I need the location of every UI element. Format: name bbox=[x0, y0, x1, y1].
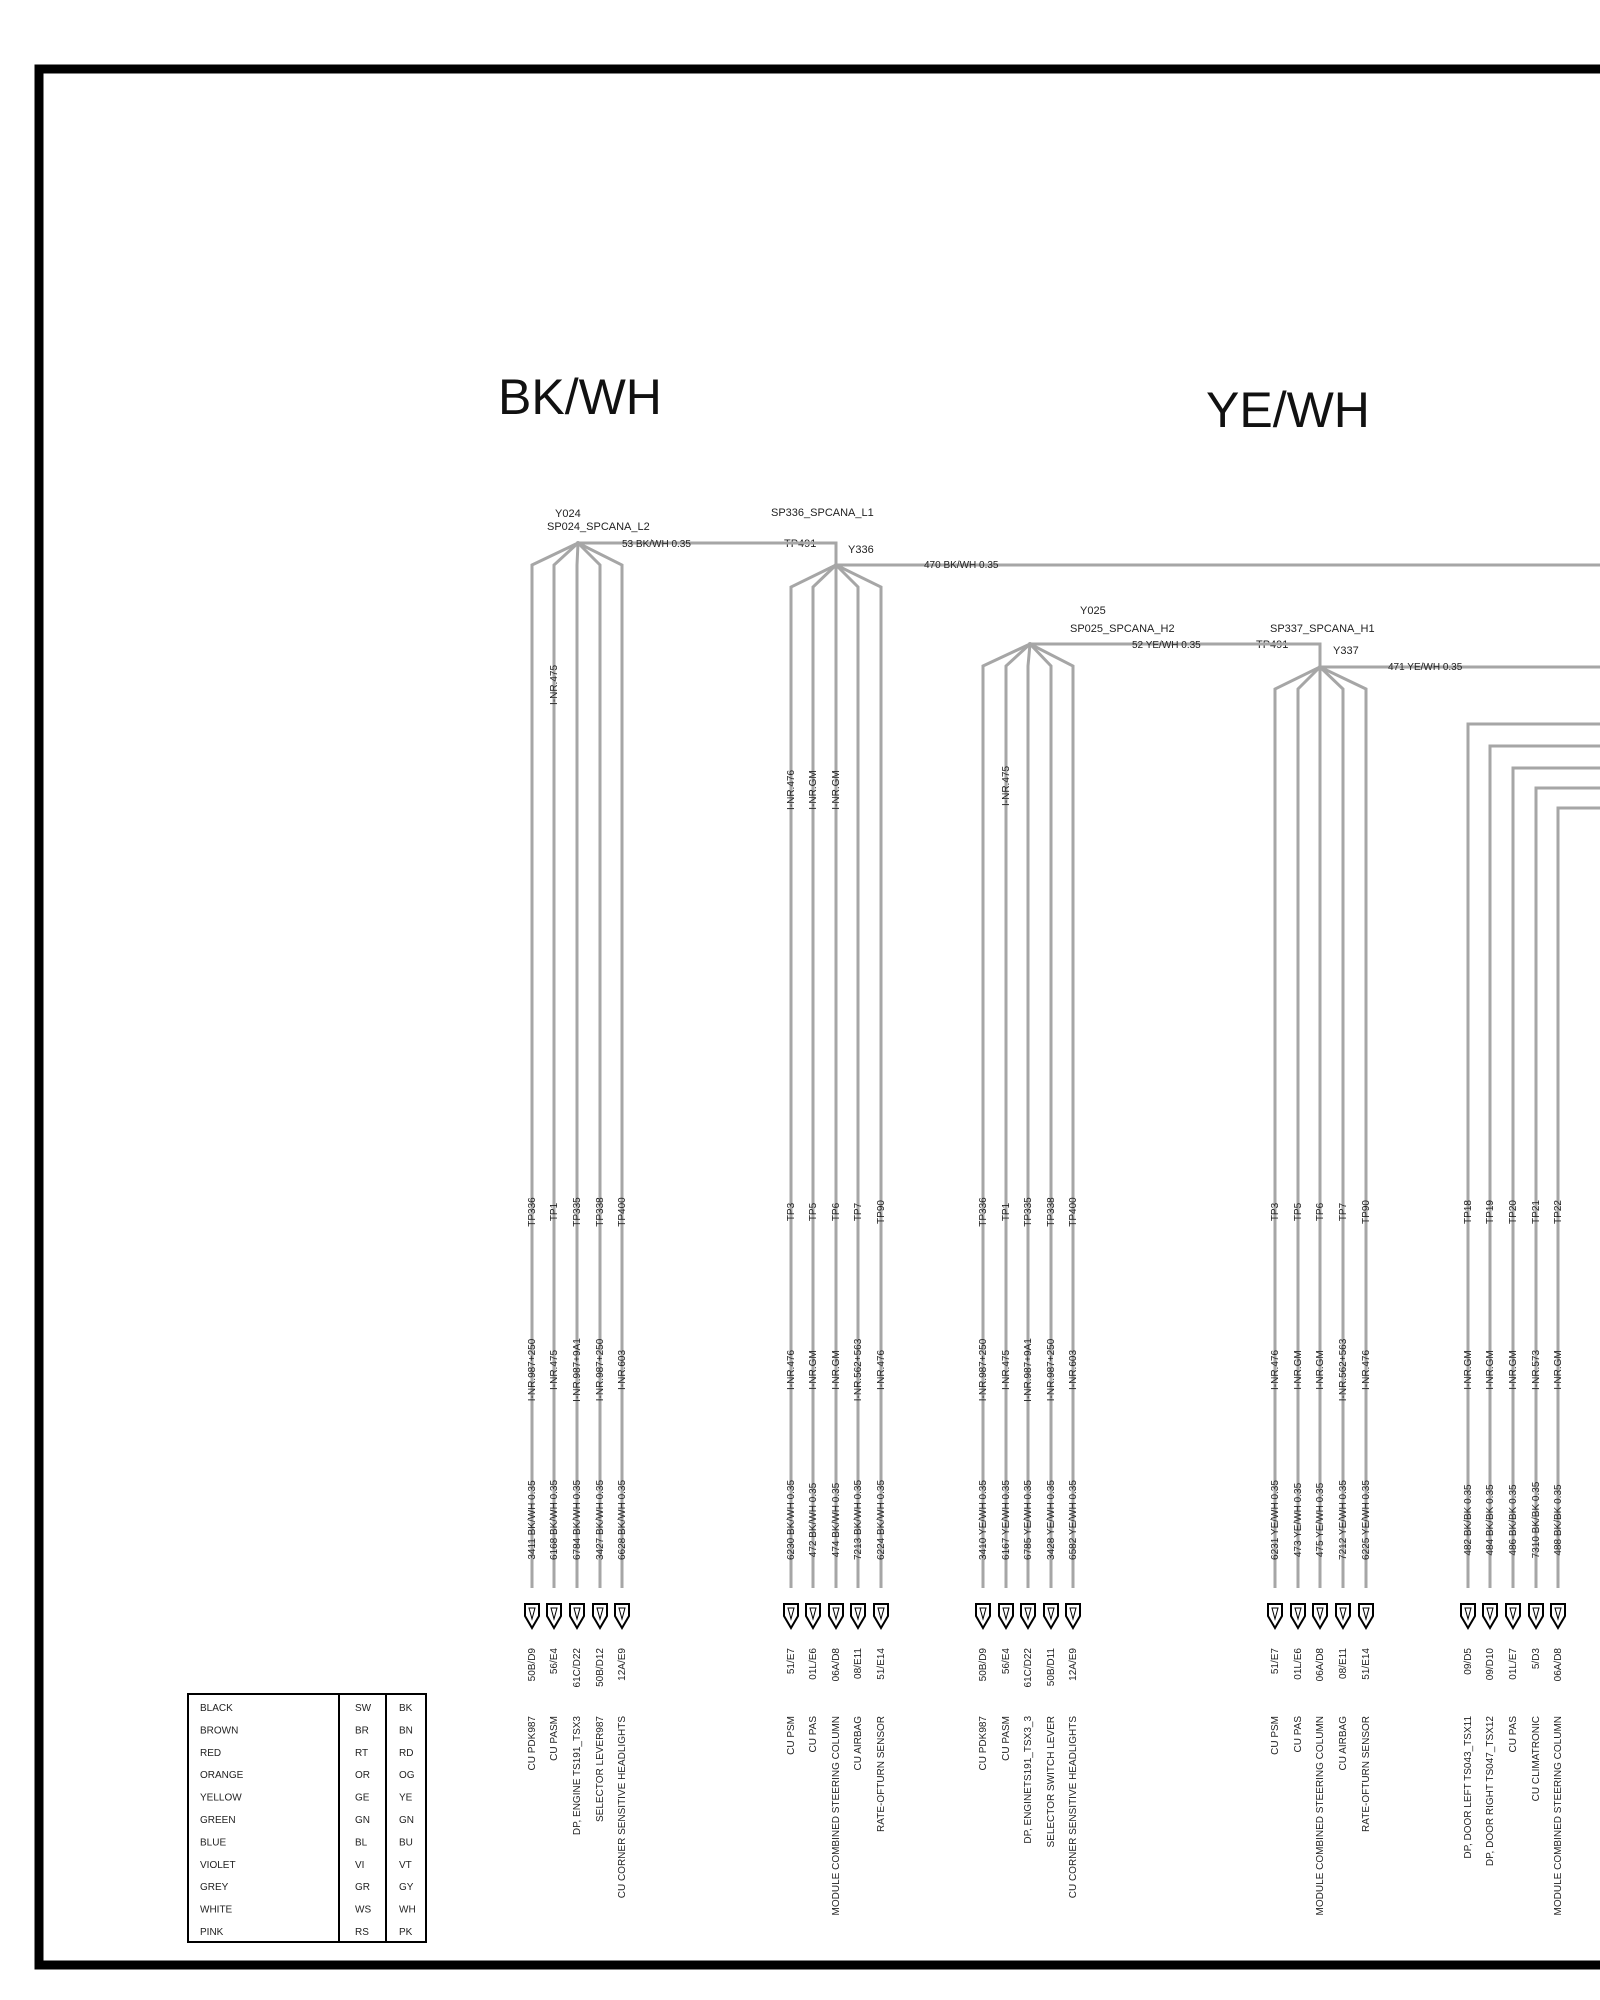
g5-wire-2-wire-label: 484 BK/BK 0.35 bbox=[1485, 1484, 1496, 1556]
g1-wire-5-inr-label: I-NR.603 bbox=[617, 1349, 628, 1391]
g5-wire-4-testpoint: TP21 bbox=[1531, 1200, 1542, 1224]
g5-wire-2-inr-label: I-NR.GM bbox=[1485, 1350, 1496, 1390]
g1-wire-3-pin-id: 61C/D22 bbox=[572, 1648, 583, 1688]
g1-wire-1-inr-label: I-NR.987+250 bbox=[527, 1338, 538, 1402]
legend-english-code: WH bbox=[399, 1904, 416, 1916]
g2-wire-2-upper-label: I-NR.GM bbox=[808, 770, 819, 810]
g1-wire-3 bbox=[577, 543, 578, 1588]
legend-color-name: BROWN bbox=[200, 1725, 239, 1737]
g5-wire-1-inr-label: I-NR.GM bbox=[1463, 1350, 1474, 1390]
g4-wire-1-testpoint: TP3 bbox=[1270, 1202, 1281, 1222]
legend-color-name: YELLOW bbox=[200, 1792, 242, 1804]
legend-color-name: GREEN bbox=[200, 1815, 236, 1826]
group-title-right: YE/WH bbox=[1206, 382, 1370, 438]
g5-wire-4 bbox=[1536, 788, 1600, 1588]
g1-wire-4-destination: SELECTOR LEVER987 bbox=[595, 1716, 606, 1822]
g3-wire-3 bbox=[1028, 644, 1030, 1588]
g4-wire-2-destination: CU PAS bbox=[1293, 1716, 1304, 1753]
g4-wire-1-wire-label: 6231 YE/WH 0.35 bbox=[1270, 1480, 1281, 1560]
g1-wire-3-testpoint: TP335 bbox=[572, 1197, 583, 1227]
g1-splice-node bbox=[576, 541, 580, 545]
g3-wire-1-wire-label: 3410 YE/WH 0.35 bbox=[978, 1480, 989, 1560]
link-y337-label: 471 YE/WH 0.35 bbox=[1388, 662, 1463, 673]
g1-wire-4-inr-label: I-NR.987+250 bbox=[595, 1338, 606, 1402]
legend-english-code: GN bbox=[399, 1815, 414, 1826]
splice-sp336-y: Y336 bbox=[848, 544, 874, 556]
g4-wire-3-inr-label: I-NR.GM bbox=[1315, 1350, 1326, 1390]
g2-wire-1-inr-label: I-NR.476 bbox=[786, 1349, 797, 1391]
g2-wire-1-destination: CU PSM bbox=[786, 1716, 797, 1755]
g3-wire-4 bbox=[1030, 644, 1051, 1588]
g5-wire-5-wire-label: 488 BK/BK 0.35 bbox=[1553, 1484, 1564, 1556]
legend-color-name: VIOLET bbox=[200, 1859, 236, 1871]
legend-german-code: GE bbox=[355, 1792, 370, 1804]
legend-english-code: GY bbox=[399, 1882, 414, 1894]
legend-german-code: WS bbox=[355, 1904, 372, 1916]
g3-wire-3-inr-label: I-NR.987+9A1 bbox=[1023, 1338, 1034, 1402]
g2-wire-5-inr-label: I-NR.476 bbox=[876, 1349, 887, 1391]
g2-wire-3-testpoint: TP6 bbox=[831, 1202, 842, 1222]
g2-wire-5-destination: RATE-OFTURN SENSOR bbox=[876, 1716, 887, 1832]
g1-wire-2-destination: CU PASM bbox=[549, 1716, 560, 1761]
legend-english-code: VT bbox=[399, 1859, 412, 1871]
g1-wire-1-wire-label: 3411 BK/WH 0.35 bbox=[527, 1480, 538, 1560]
g3-wire-5-inr-label: I-NR.603 bbox=[1068, 1349, 1079, 1391]
g5-wire-4-wire-label: 7310 BK/BK 0.35 bbox=[1531, 1481, 1542, 1559]
g5-wire-4-pin-id: 5/D3 bbox=[1531, 1648, 1542, 1670]
link-y336-label: 470 BK/WH 0.35 bbox=[924, 560, 999, 571]
g3-wire-2-inr-label: I-NR.475 bbox=[1001, 1349, 1012, 1391]
legend-german-code: SW bbox=[355, 1703, 372, 1714]
link-sp025-label: 52 YE/WH 0.35 bbox=[1132, 640, 1201, 651]
g2-wire-5-testpoint: TP90 bbox=[876, 1200, 887, 1224]
g4-wire-4-wire-label: 7212 YE/WH 0.35 bbox=[1338, 1480, 1349, 1560]
g5-wire-1-pin-id: 09/D5 bbox=[1463, 1648, 1474, 1675]
legend-color-name: BLUE bbox=[200, 1837, 227, 1849]
g2-wire-3-wire-label: 474 BK/WH 0.35 bbox=[831, 1482, 842, 1558]
legend-english-code: BK bbox=[399, 1703, 413, 1714]
g3-wire-3-wire-label: 6785 YE/WH 0.35 bbox=[1023, 1480, 1034, 1560]
g4-wire-2-testpoint: TP5 bbox=[1293, 1202, 1304, 1222]
splice-sp024-id: Y024 bbox=[555, 508, 581, 520]
g1-wire-4-pin-id: 50B/D12 bbox=[595, 1648, 606, 1687]
legend-color-name: RED bbox=[200, 1747, 222, 1759]
g5-wire-1 bbox=[1468, 724, 1600, 1588]
splice-sp336-tp: TP491 bbox=[784, 538, 817, 550]
g4-wire-4-pin-id: 08/E11 bbox=[1338, 1648, 1349, 1679]
g2-splice-node bbox=[834, 563, 838, 567]
g5-wire-5-pin-id: 06A/D8 bbox=[1553, 1648, 1564, 1682]
legend-english-code: PK bbox=[399, 1927, 413, 1938]
g4-wire-2-wire-label: 473 YE/WH 0.35 bbox=[1293, 1482, 1304, 1558]
g4-splice-node bbox=[1318, 665, 1322, 669]
g5-wire-3-wire-label: 486 BK/BK 0.35 bbox=[1508, 1484, 1519, 1556]
g1-wire-5-testpoint: TP400 bbox=[617, 1197, 628, 1227]
g3-wire-1-inr-label: I-NR.987+250 bbox=[978, 1338, 989, 1402]
g4-wire-4-destination: CU AIRBAG bbox=[1338, 1716, 1349, 1771]
g3-wire-2-pin-id: 56/E4 bbox=[1001, 1648, 1012, 1675]
g3-wire-5-wire-label: 6582 YE/WH 0.35 bbox=[1068, 1480, 1079, 1560]
legend-color-name: GREY bbox=[200, 1882, 229, 1894]
legend-german-code: OR bbox=[355, 1770, 370, 1782]
g4-wire-4-testpoint: TP7 bbox=[1338, 1202, 1349, 1222]
g4-wire-5-inr-label: I-NR.476 bbox=[1361, 1349, 1372, 1391]
legend-german-code: GR bbox=[355, 1882, 370, 1894]
g2-wire-3-upper-label: I-NR.GM bbox=[831, 770, 842, 810]
legend-english-code: BN bbox=[399, 1725, 413, 1737]
g4-wire-5-destination: RATE-OFTURN SENSOR bbox=[1361, 1716, 1372, 1832]
g2-wire-2-testpoint: TP5 bbox=[808, 1202, 819, 1222]
splice-sp337-tp: TP491 bbox=[1256, 639, 1289, 651]
splice-sp025-id: Y025 bbox=[1080, 605, 1106, 617]
g4-wire-4-inr-label: I-NR.562+563 bbox=[1338, 1338, 1349, 1402]
g2-wire-3-inr-label: I-NR.GM bbox=[831, 1350, 842, 1390]
g5-wire-3-destination: CU PAS bbox=[1508, 1716, 1519, 1753]
g3-wire-5-destination: CU CORNER SENSITIVE HEADLIGHTS bbox=[1068, 1716, 1079, 1899]
g5-wire-2-testpoint: TP19 bbox=[1485, 1200, 1496, 1224]
g5-wire-3-inr-label: I-NR.GM bbox=[1508, 1350, 1519, 1390]
g2-wire-1-pin-id: 51/E7 bbox=[786, 1648, 797, 1675]
legend-color-name: WHITE bbox=[200, 1904, 233, 1916]
g2-wire-2-pin-id: 01L/E6 bbox=[808, 1648, 819, 1680]
g4-wire-1-destination: CU PSM bbox=[1270, 1716, 1281, 1755]
g5-wire-2-destination: DP, DOOR RIGHT TS047_TSX12 bbox=[1485, 1716, 1496, 1867]
g5-wire-3-testpoint: TP20 bbox=[1508, 1200, 1519, 1224]
legend-color-name: BLACK bbox=[200, 1703, 233, 1714]
g3-wire-4-pin-id: 50B/D11 bbox=[1046, 1648, 1057, 1687]
g2-wire-4-testpoint: TP7 bbox=[853, 1202, 864, 1222]
g5-wire-4-inr-label: I-NR.573 bbox=[1531, 1349, 1542, 1391]
legend-english-code: BU bbox=[399, 1837, 413, 1849]
splice-sp337-y: Y337 bbox=[1333, 645, 1359, 657]
g1-wire-2-upper-label: I-NR.475 bbox=[549, 664, 560, 706]
g1-wire-2-inr-label: I-NR.475 bbox=[549, 1349, 560, 1391]
g3-wire-5-testpoint: TP400 bbox=[1068, 1197, 1079, 1227]
splice-sp336-name: SP336_SPCANA_L1 bbox=[771, 507, 874, 519]
g5-wire-1-wire-label: 482 BK/BK 0.35 bbox=[1463, 1484, 1474, 1556]
legend-german-code: GN bbox=[355, 1815, 370, 1826]
g2-wire-2-inr-label: I-NR.GM bbox=[808, 1350, 819, 1390]
g3-wire-3-testpoint: TP335 bbox=[1023, 1197, 1034, 1227]
g5-wire-2 bbox=[1490, 746, 1600, 1588]
g4-wire-1-inr-label: I-NR.476 bbox=[1270, 1349, 1281, 1391]
g2-wire-1-testpoint: TP3 bbox=[786, 1202, 797, 1222]
g1-wire-4 bbox=[578, 543, 600, 1588]
g1-wire-2-pin-id: 56/E4 bbox=[549, 1648, 560, 1675]
g3-wire-2-destination: CU PASM bbox=[1001, 1716, 1012, 1761]
g2-wire-4-destination: CU AIRBAG bbox=[853, 1716, 864, 1771]
g1-wire-3-inr-label: I-NR.987+9A1 bbox=[572, 1338, 583, 1402]
g3-wire-2-wire-label: 6167 YE/WH 0.35 bbox=[1001, 1480, 1012, 1560]
g1-wire-2-wire-label: 6168 BK/WH 0.35 bbox=[549, 1479, 560, 1561]
g1-wire-1-testpoint: TP336 bbox=[527, 1197, 538, 1227]
g1-wire-1-pin-id: 50B/D9 bbox=[527, 1648, 538, 1682]
g5-wire-5-destination: MODULE COMBINED STEERING COLUMN bbox=[1553, 1716, 1564, 1916]
g2-wire-1-upper-label: I-NR.476 bbox=[786, 769, 797, 811]
g5-wire-1-destination: DP, DOOR LEFT TS043_TSX11 bbox=[1463, 1716, 1474, 1859]
g4-wire-3-destination: MODULE COMBINED STEERING COLUMN bbox=[1315, 1716, 1326, 1916]
g4-wire-2 bbox=[1298, 667, 1320, 1588]
g5-wire-3-pin-id: 01L/E7 bbox=[1508, 1648, 1519, 1680]
g4-wire-2-inr-label: I-NR.GM bbox=[1293, 1350, 1304, 1390]
g4-wire-2-pin-id: 01L/E6 bbox=[1293, 1648, 1304, 1680]
g4-wire-3-testpoint: TP6 bbox=[1315, 1202, 1326, 1222]
g4-wire-5-wire-label: 6225 YE/WH 0.35 bbox=[1361, 1480, 1372, 1560]
g2-wire-4-wire-label: 7213 BK/WH 0.35 bbox=[853, 1479, 864, 1561]
legend-english-code: YE bbox=[399, 1792, 413, 1804]
legend-color-name: PINK bbox=[200, 1927, 224, 1938]
g3-wire-4-testpoint: TP338 bbox=[1046, 1197, 1057, 1227]
legend-german-code: BL bbox=[355, 1837, 368, 1849]
g1-wire-4-testpoint: TP338 bbox=[595, 1197, 606, 1227]
g3-wire-2-upper-label: I-NR.475 bbox=[1001, 765, 1012, 807]
g2-wire-2 bbox=[813, 565, 836, 1588]
g1-wire-5-destination: CU CORNER SENSITIVE HEADLIGHTS bbox=[617, 1716, 628, 1899]
g4-wire-5-pin-id: 51/E14 bbox=[1361, 1648, 1372, 1680]
color-legend bbox=[188, 1694, 426, 1942]
link-sp024-label: 53 BK/WH 0.35 bbox=[622, 539, 691, 550]
legend-color-name: ORANGE bbox=[200, 1770, 244, 1782]
g3-wire-1-pin-id: 50B/D9 bbox=[978, 1648, 989, 1682]
g4-wire-3-wire-label: 475 YE/WH 0.35 bbox=[1315, 1482, 1326, 1558]
legend-german-code: RS bbox=[355, 1927, 369, 1938]
splice-sp337-name: SP337_SPCANA_H1 bbox=[1270, 623, 1375, 635]
g3-wire-3-pin-id: 61C/D22 bbox=[1023, 1648, 1034, 1688]
g1-wire-2-testpoint: TP1 bbox=[549, 1202, 560, 1222]
g2-wire-4-inr-label: I-NR.562+563 bbox=[853, 1338, 864, 1402]
legend-german-code: RT bbox=[355, 1747, 369, 1759]
g1-wire-5-pin-id: 12A/E9 bbox=[617, 1648, 628, 1681]
g1-wire-1-destination: CU PDK987 bbox=[527, 1716, 538, 1771]
g5-wire-5-testpoint: TP22 bbox=[1553, 1200, 1564, 1224]
g3-splice-node bbox=[1028, 642, 1032, 646]
g3-wire-4-inr-label: I-NR.987+250 bbox=[1046, 1338, 1057, 1402]
g1-wire-4-wire-label: 3427 BK/WH 0.35 bbox=[595, 1479, 606, 1561]
g2-wire-5-wire-label: 6224 BK/WH 0.35 bbox=[876, 1479, 887, 1561]
g3-wire-5-pin-id: 12A/E9 bbox=[1068, 1648, 1079, 1681]
g5-wire-5-inr-label: I-NR.GM bbox=[1553, 1350, 1564, 1390]
g2-wire-4 bbox=[836, 565, 858, 1588]
g1-wire-3-destination: DP, ENGINE TS191_TSX3 bbox=[572, 1716, 583, 1836]
g2-wire-4-pin-id: 08/E11 bbox=[853, 1648, 864, 1679]
g2-wire-2-destination: CU PAS bbox=[808, 1716, 819, 1753]
group-title-left: BK/WH bbox=[498, 369, 662, 425]
g1-wire-5-wire-label: 6628 BK/WH 0.35 bbox=[617, 1479, 628, 1561]
g5-wire-5 bbox=[1558, 808, 1600, 1588]
g3-wire-4-wire-label: 3428 YE/WH 0.35 bbox=[1046, 1480, 1057, 1560]
g4-wire-5-testpoint: TP90 bbox=[1361, 1200, 1372, 1224]
g5-wire-1-testpoint: TP18 bbox=[1463, 1200, 1474, 1224]
g3-wire-1-destination: CU PDK987 bbox=[978, 1716, 989, 1771]
legend-english-code: RD bbox=[399, 1747, 414, 1759]
g5-wire-2-pin-id: 09/D10 bbox=[1485, 1648, 1496, 1681]
g2-wire-5-pin-id: 51/E14 bbox=[876, 1648, 887, 1680]
g2-wire-1-wire-label: 6230 BK/WH 0.35 bbox=[786, 1479, 797, 1561]
g3-wire-4-destination: SELECTOR SWITCH LEVER bbox=[1046, 1716, 1057, 1848]
splice-sp025-name: SP025_SPCANA_H2 bbox=[1070, 623, 1175, 635]
g4-wire-3-pin-id: 06A/D8 bbox=[1315, 1648, 1326, 1682]
g3-wire-1-testpoint: TP336 bbox=[978, 1197, 989, 1227]
legend-english-code: OG bbox=[399, 1770, 415, 1782]
g5-wire-4-destination: CU CLIMATRONIC bbox=[1531, 1716, 1542, 1802]
g2-wire-3-pin-id: 06A/D8 bbox=[831, 1648, 842, 1682]
splice-sp024-name: SP024_SPCANA_L2 bbox=[547, 521, 650, 533]
legend-german-code: BR bbox=[355, 1725, 369, 1737]
g3-wire-3-destination: DP, ENGINETS191_TSX3_3 bbox=[1023, 1716, 1034, 1844]
g1-wire-3-wire-label: 6784 BK/WH 0.35 bbox=[572, 1479, 583, 1561]
g2-wire-3-destination: MODULE COMBINED STEERING COLUMN bbox=[831, 1716, 842, 1916]
legend-german-code: VI bbox=[355, 1859, 365, 1871]
g3-wire-2-testpoint: TP1 bbox=[1001, 1202, 1012, 1222]
wire-bundles bbox=[525, 541, 1600, 1915]
g4-wire-4 bbox=[1320, 667, 1343, 1588]
g2-wire-2-wire-label: 472 BK/WH 0.35 bbox=[808, 1482, 819, 1558]
g4-wire-1-pin-id: 51/E7 bbox=[1270, 1648, 1281, 1675]
